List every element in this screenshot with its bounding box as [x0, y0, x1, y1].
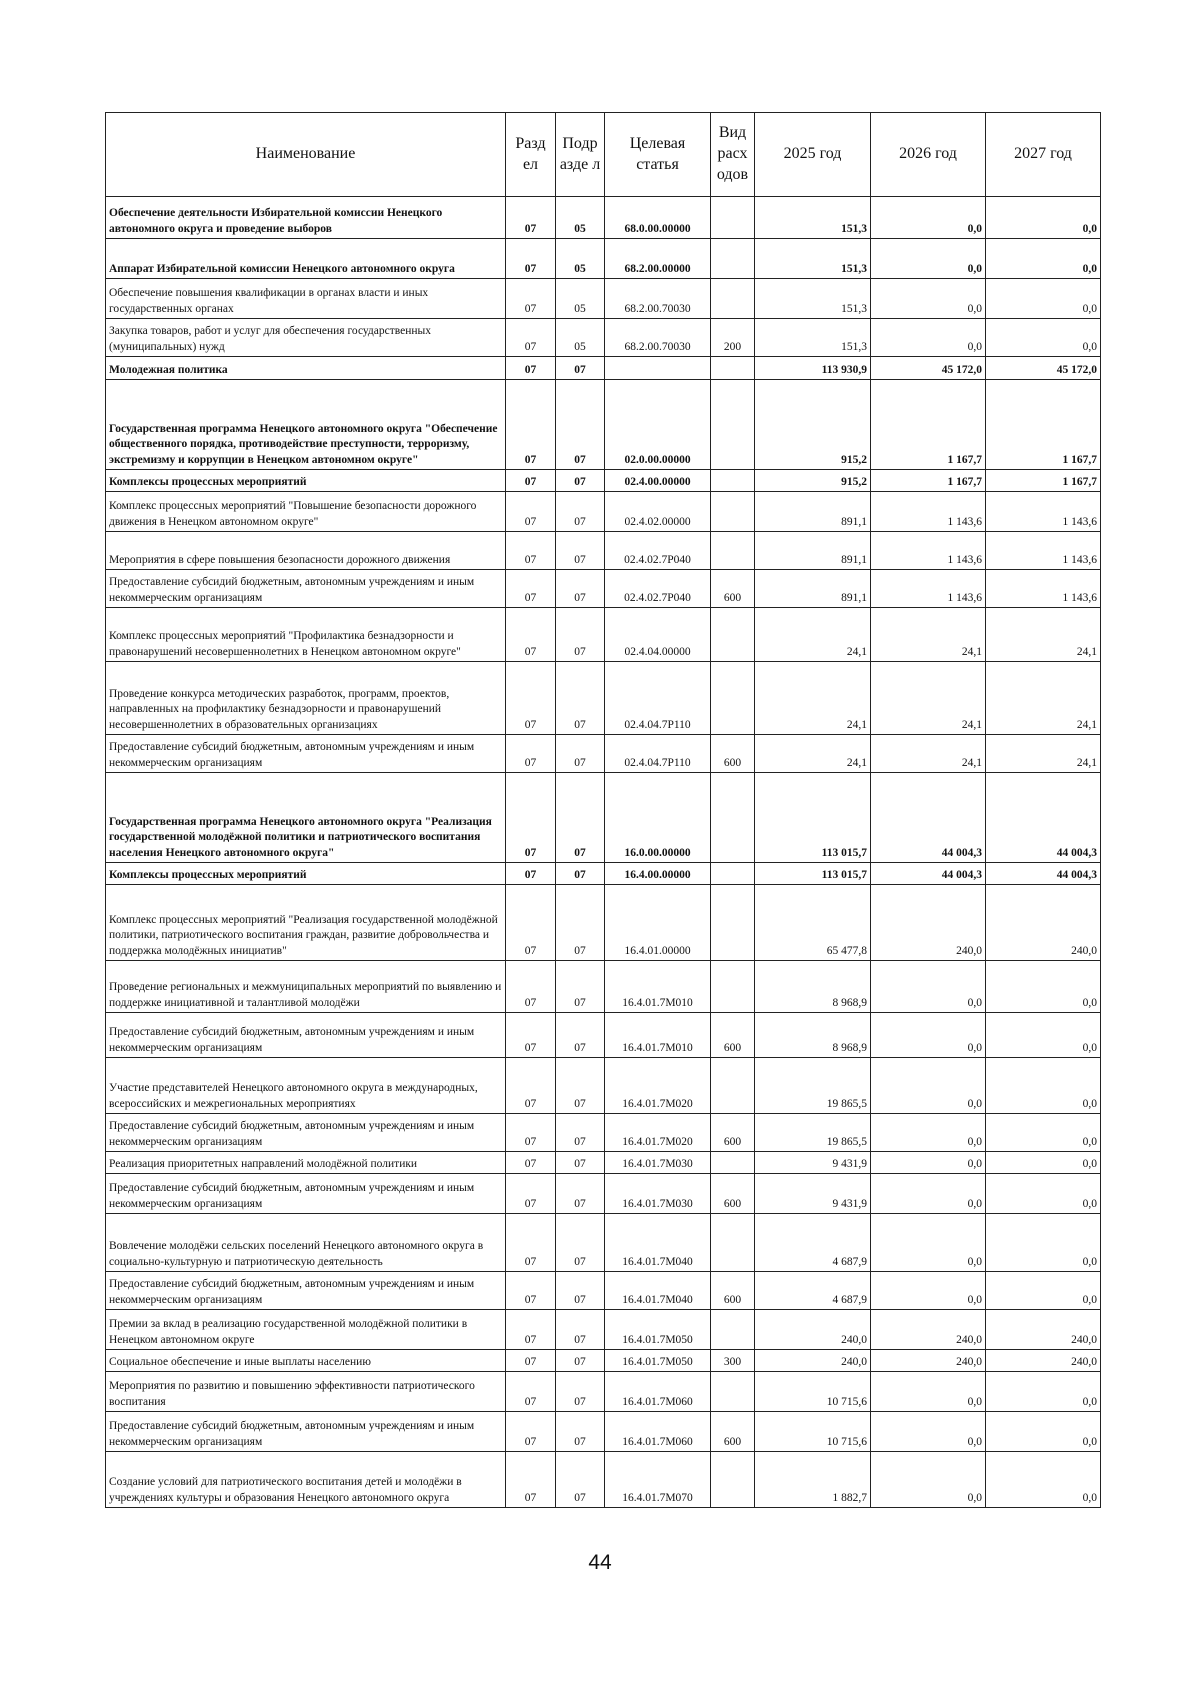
row-value-2027: 0,0: [986, 1152, 1101, 1174]
row-value-2025: 24,1: [755, 735, 871, 773]
row-expense-type: [711, 470, 755, 492]
row-podrazdel: 07: [556, 1013, 605, 1058]
row-value-2025: 4 687,9: [755, 1214, 871, 1272]
row-podrazdel: 05: [556, 279, 605, 319]
row-podrazdel: 07: [556, 380, 605, 470]
row-value-2027: 1 167,7: [986, 470, 1101, 492]
row-podrazdel: 07: [556, 773, 605, 863]
table-row: [106, 197, 1101, 239]
header-year-2026: 2026 год: [871, 113, 986, 197]
row-razdel: 07: [506, 735, 556, 773]
row-expense-type: [711, 357, 755, 380]
row-target-article: 16.4.01.7М050: [605, 1350, 711, 1372]
row-value-2026: 0,0: [871, 1412, 986, 1452]
row-value-2027: 240,0: [986, 885, 1101, 961]
row-podrazdel: 05: [556, 239, 605, 279]
row-name: Обеспечение повышения квалификации в органах власти и иных государственных органах: [106, 279, 506, 319]
row-razdel: 07: [506, 608, 556, 662]
row-value-2026: 0,0: [871, 279, 986, 319]
row-value-2025: 19 865,5: [755, 1058, 871, 1114]
row-value-2027: 0,0: [986, 197, 1101, 239]
row-value-2026: 240,0: [871, 1350, 986, 1372]
header-razdel: Разд ел: [506, 113, 556, 197]
row-value-2026: 0,0: [871, 1272, 986, 1310]
row-name: Комплекс процессных мероприятий "Профилактика безнадзорности и правонарушений несовершеннолетних в Ненецком автономном округе": [106, 608, 506, 662]
row-value-2027: 0,0: [986, 1013, 1101, 1058]
row-value-2025: 1 882,7: [755, 1452, 871, 1508]
row-value-2026: 0,0: [871, 1114, 986, 1152]
row-expense-type: [711, 380, 755, 470]
row-podrazdel: 07: [556, 1214, 605, 1272]
row-expense-type: 600: [711, 1174, 755, 1214]
table-row: [106, 470, 1101, 492]
row-name: Государственная программа Ненецкого автономного округа "Обеспечение общественного порядка, противодействие преступности, терроризму, экстремизму и коррупции в Ненецком автономном округе": [106, 380, 506, 470]
row-podrazdel: 07: [556, 1452, 605, 1508]
row-value-2026: 0,0: [871, 1058, 986, 1114]
row-podrazdel: 07: [556, 608, 605, 662]
table-row: [106, 863, 1101, 885]
table-row: [106, 1372, 1101, 1412]
row-target-article: 02.0.00.00000: [605, 380, 711, 470]
row-razdel: 07: [506, 1013, 556, 1058]
table-row: [106, 773, 1101, 863]
table-row: [106, 608, 1101, 662]
row-razdel: 07: [506, 1058, 556, 1114]
row-razdel: 07: [506, 885, 556, 961]
row-value-2025: 10 715,6: [755, 1372, 871, 1412]
row-name: Молодежная политика: [106, 357, 506, 380]
row-value-2026: 0,0: [871, 1013, 986, 1058]
row-value-2025: 915,2: [755, 470, 871, 492]
table-row: [106, 1452, 1101, 1508]
table-row: [106, 1114, 1101, 1152]
row-expense-type: [711, 197, 755, 239]
row-name: Предоставление субсидий бюджетным, автономным учреждениям и иным некоммерческим организациям: [106, 1114, 506, 1152]
row-podrazdel: 07: [556, 532, 605, 570]
row-value-2027: 240,0: [986, 1310, 1101, 1350]
row-value-2027: 0,0: [986, 1114, 1101, 1152]
row-value-2026: 0,0: [871, 1152, 986, 1174]
row-expense-type: [711, 532, 755, 570]
row-target-article: 16.4.01.7М020: [605, 1058, 711, 1114]
row-name: Предоставление субсидий бюджетным, автономным учреждениям и иным некоммерческим организациям: [106, 1412, 506, 1452]
row-expense-type: 600: [711, 1412, 755, 1452]
row-value-2025: 10 715,6: [755, 1412, 871, 1452]
row-value-2027: 0,0: [986, 1058, 1101, 1114]
row-target-article: 16.4.01.00000: [605, 885, 711, 961]
table-row: [106, 735, 1101, 773]
row-razdel: 07: [506, 570, 556, 608]
row-value-2026: 1 143,6: [871, 570, 986, 608]
table-row: [106, 1350, 1101, 1372]
row-name: Проведение региональных и межмуниципальных мероприятий по выявлению и поддержке инициативной и талантливой молодёжи: [106, 961, 506, 1013]
table-row: [106, 239, 1101, 279]
row-podrazdel: 07: [556, 1058, 605, 1114]
row-expense-type: 300: [711, 1350, 755, 1372]
row-name: Предоставление субсидий бюджетным, автономным учреждениям и иным некоммерческим организациям: [106, 1013, 506, 1058]
row-value-2026: 0,0: [871, 1452, 986, 1508]
row-value-2025: 151,3: [755, 279, 871, 319]
row-value-2026: 0,0: [871, 319, 986, 357]
row-expense-type: [711, 1372, 755, 1412]
row-podrazdel: 07: [556, 1114, 605, 1152]
table-row: [106, 885, 1101, 961]
table-row: [106, 1272, 1101, 1310]
row-podrazdel: 07: [556, 570, 605, 608]
row-razdel: 07: [506, 357, 556, 380]
row-value-2026: 240,0: [871, 1310, 986, 1350]
header-podrazdel: Подр азде л: [556, 113, 605, 197]
row-expense-type: [711, 1452, 755, 1508]
table-row: [106, 532, 1101, 570]
row-name: Предоставление субсидий бюджетным, автономным учреждениям и иным некоммерческим организациям: [106, 1272, 506, 1310]
row-value-2027: 0,0: [986, 279, 1101, 319]
header-expense-type: Вид расх одов: [711, 113, 755, 197]
row-value-2026: 0,0: [871, 1214, 986, 1272]
row-name: Обеспечение деятельности Избирательной комиссии Ненецкого автономного округа и проведение выборов: [106, 197, 506, 239]
row-value-2025: 113 015,7: [755, 863, 871, 885]
row-podrazdel: 07: [556, 961, 605, 1013]
table-row: [106, 1310, 1101, 1350]
row-razdel: 07: [506, 863, 556, 885]
table-row: [106, 1013, 1101, 1058]
row-target-article: 16.4.01.7М070: [605, 1452, 711, 1508]
row-value-2026: 44 004,3: [871, 863, 986, 885]
row-name: Закупка товаров, работ и услуг для обеспечения государственных (муниципальных) нужд: [106, 319, 506, 357]
row-value-2026: 0,0: [871, 1174, 986, 1214]
row-name: Проведение конкурса методических разработок, программ, проектов, направленных на профилактику безнадзорности и правонарушений несовершеннолетних в образовательных организациях: [106, 662, 506, 735]
row-razdel: 07: [506, 662, 556, 735]
row-razdel: 07: [506, 1214, 556, 1272]
row-value-2027: 1 167,7: [986, 380, 1101, 470]
row-name: Предоставление субсидий бюджетным, автономным учреждениям и иным некоммерческим организациям: [106, 570, 506, 608]
row-razdel: 07: [506, 197, 556, 239]
row-podrazdel: 07: [556, 1272, 605, 1310]
row-expense-type: 600: [711, 1272, 755, 1310]
row-value-2026: 240,0: [871, 885, 986, 961]
table-body: [106, 197, 1101, 1508]
row-target-article: [605, 357, 711, 380]
row-podrazdel: 07: [556, 1372, 605, 1412]
row-value-2027: 24,1: [986, 608, 1101, 662]
row-value-2025: 240,0: [755, 1310, 871, 1350]
row-value-2027: 0,0: [986, 1412, 1101, 1452]
row-value-2026: 24,1: [871, 608, 986, 662]
row-expense-type: [711, 279, 755, 319]
row-value-2027: 1 143,6: [986, 532, 1101, 570]
row-razdel: 07: [506, 532, 556, 570]
table-row: [106, 492, 1101, 532]
row-value-2027: 0,0: [986, 1214, 1101, 1272]
row-value-2027: 0,0: [986, 961, 1101, 1013]
row-podrazdel: 07: [556, 735, 605, 773]
row-value-2025: 891,1: [755, 570, 871, 608]
row-podrazdel: 07: [556, 1152, 605, 1174]
row-value-2027: 24,1: [986, 735, 1101, 773]
row-name: Создание условий для патриотического воспитания детей и молодёжи в учреждениях культуры и образования Ненецкого автономного округа: [106, 1452, 506, 1508]
row-podrazdel: 07: [556, 1174, 605, 1214]
row-value-2025: 891,1: [755, 532, 871, 570]
row-target-article: 68.0.00.00000: [605, 197, 711, 239]
row-target-article: 16.4.01.7М040: [605, 1272, 711, 1310]
row-name: Государственная программа Ненецкого автономного округа "Реализация государственной молодёжной политики и патриотического воспитания населения Ненецкого автономного округа": [106, 773, 506, 863]
row-target-article: 02.4.04.7Р110: [605, 662, 711, 735]
row-name: Комплексы процессных мероприятий: [106, 470, 506, 492]
row-expense-type: 600: [711, 1013, 755, 1058]
row-razdel: 07: [506, 1412, 556, 1452]
row-value-2027: 44 004,3: [986, 773, 1101, 863]
row-name: Предоставление субсидий бюджетным, автономным учреждениям и иным некоммерческим организациям: [106, 1174, 506, 1214]
row-target-article: 16.4.01.7М050: [605, 1310, 711, 1350]
row-razdel: 07: [506, 492, 556, 532]
table-row: [106, 1152, 1101, 1174]
row-podrazdel: 07: [556, 470, 605, 492]
row-target-article: 16.4.01.7М010: [605, 961, 711, 1013]
budget-table: [105, 112, 1101, 1508]
row-expense-type: [711, 608, 755, 662]
row-razdel: 07: [506, 1350, 556, 1372]
table-row: [106, 1214, 1101, 1272]
row-name: Предоставление субсидий бюджетным, автономным учреждениям и иным некоммерческим организациям: [106, 735, 506, 773]
row-name: Социальное обеспечение и иные выплаты населению: [106, 1350, 506, 1372]
table-row: [106, 1412, 1101, 1452]
row-target-article: 16.4.01.7М040: [605, 1214, 711, 1272]
row-target-article: 68.2.00.70030: [605, 279, 711, 319]
row-name: Мероприятия по развитию и повышению эффективности патриотического воспитания: [106, 1372, 506, 1412]
row-expense-type: [711, 863, 755, 885]
row-value-2026: 0,0: [871, 961, 986, 1013]
row-value-2025: 113 015,7: [755, 773, 871, 863]
row-podrazdel: 05: [556, 197, 605, 239]
row-razdel: 07: [506, 380, 556, 470]
row-razdel: 07: [506, 1152, 556, 1174]
row-expense-type: [711, 1058, 755, 1114]
row-name: Участие представителей Ненецкого автономного округа в международных, всероссийских и межрегиональных мероприятиях: [106, 1058, 506, 1114]
row-value-2027: 0,0: [986, 1174, 1101, 1214]
row-target-article: 16.4.01.7М010: [605, 1013, 711, 1058]
row-target-article: 68.2.00.70030: [605, 319, 711, 357]
row-expense-type: 200: [711, 319, 755, 357]
row-value-2026: 24,1: [871, 662, 986, 735]
table-row: [106, 319, 1101, 357]
header-target-article: Целевая статья: [605, 113, 711, 197]
row-razdel: 07: [506, 1114, 556, 1152]
row-name: Вовлечение молодёжи сельских поселений Ненецкого автономного округа в социально-культурную и патриотическую деятельность: [106, 1214, 506, 1272]
row-target-article: 02.4.04.00000: [605, 608, 711, 662]
row-value-2025: 24,1: [755, 662, 871, 735]
row-value-2025: 8 968,9: [755, 1013, 871, 1058]
row-expense-type: 600: [711, 570, 755, 608]
row-podrazdel: 05: [556, 319, 605, 357]
table-row: [106, 380, 1101, 470]
row-value-2025: 9 431,9: [755, 1174, 871, 1214]
header-year-2025: 2025 год: [755, 113, 871, 197]
row-target-article: 02.4.00.00000: [605, 470, 711, 492]
row-expense-type: [711, 1152, 755, 1174]
row-value-2026: 1 143,6: [871, 492, 986, 532]
row-value-2027: 0,0: [986, 239, 1101, 279]
header-name: Наименование: [106, 113, 506, 197]
row-value-2026: 1 143,6: [871, 532, 986, 570]
row-value-2026: 45 172,0: [871, 357, 986, 380]
row-podrazdel: 07: [556, 1350, 605, 1372]
row-value-2026: 24,1: [871, 735, 986, 773]
row-expense-type: [711, 961, 755, 1013]
row-podrazdel: 07: [556, 1412, 605, 1452]
row-value-2025: 151,3: [755, 239, 871, 279]
table-row: [106, 357, 1101, 380]
row-podrazdel: 07: [556, 885, 605, 961]
row-expense-type: [711, 1310, 755, 1350]
row-value-2027: 45 172,0: [986, 357, 1101, 380]
row-razdel: 07: [506, 239, 556, 279]
row-podrazdel: 07: [556, 662, 605, 735]
row-expense-type: [711, 239, 755, 279]
row-target-article: 16.4.01.7М030: [605, 1152, 711, 1174]
row-value-2027: 0,0: [986, 1452, 1101, 1508]
row-name: Реализация приоритетных направлений молодёжной политики: [106, 1152, 506, 1174]
row-target-article: 16.4.01.7М030: [605, 1174, 711, 1214]
row-razdel: 07: [506, 279, 556, 319]
row-target-article: 16.0.00.00000: [605, 773, 711, 863]
row-value-2027: 240,0: [986, 1350, 1101, 1372]
row-value-2027: 0,0: [986, 1272, 1101, 1310]
header-year-2027: 2027 год: [986, 113, 1101, 197]
row-target-article: 02.4.02.00000: [605, 492, 711, 532]
row-value-2025: 891,1: [755, 492, 871, 532]
row-value-2027: 24,1: [986, 662, 1101, 735]
row-value-2027: 1 143,6: [986, 570, 1101, 608]
row-target-article: 02.4.02.7Р040: [605, 532, 711, 570]
row-name: Комплексы процессных мероприятий: [106, 863, 506, 885]
row-value-2026: 1 167,7: [871, 470, 986, 492]
row-value-2027: 1 143,6: [986, 492, 1101, 532]
table-row: [106, 279, 1101, 319]
row-value-2025: 240,0: [755, 1350, 871, 1372]
row-razdel: 07: [506, 961, 556, 1013]
table-row: [106, 961, 1101, 1013]
row-expense-type: [711, 885, 755, 961]
row-value-2025: 24,1: [755, 608, 871, 662]
row-target-article: 16.4.01.7М060: [605, 1412, 711, 1452]
row-expense-type: [711, 662, 755, 735]
row-value-2026: 0,0: [871, 197, 986, 239]
row-podrazdel: 07: [556, 492, 605, 532]
row-razdel: 07: [506, 1372, 556, 1412]
table-row: [106, 1058, 1101, 1114]
row-target-article: 16.4.01.7М020: [605, 1114, 711, 1152]
row-razdel: 07: [506, 1272, 556, 1310]
row-razdel: 07: [506, 319, 556, 357]
row-value-2027: 0,0: [986, 1372, 1101, 1412]
header-row: [106, 113, 1101, 197]
row-podrazdel: 07: [556, 1310, 605, 1350]
row-value-2025: 113 930,9: [755, 357, 871, 380]
row-value-2025: 4 687,9: [755, 1272, 871, 1310]
row-name: Мероприятия в сфере повышения безопасности дорожного движения: [106, 532, 506, 570]
row-expense-type: [711, 492, 755, 532]
row-razdel: 07: [506, 773, 556, 863]
row-value-2026: 0,0: [871, 1372, 986, 1412]
row-target-article: 16.4.00.00000: [605, 863, 711, 885]
row-expense-type: 600: [711, 735, 755, 773]
row-podrazdel: 07: [556, 357, 605, 380]
row-value-2025: 9 431,9: [755, 1152, 871, 1174]
row-name: Премии за вклад в реализацию государственной молодёжной политики в Ненецком автономном округе: [106, 1310, 506, 1350]
page-number: 44: [588, 1551, 612, 1574]
row-target-article: 02.4.04.7Р110: [605, 735, 711, 773]
row-podrazdel: 07: [556, 863, 605, 885]
row-value-2026: 1 167,7: [871, 380, 986, 470]
row-value-2025: 151,3: [755, 197, 871, 239]
row-target-article: 16.4.01.7М060: [605, 1372, 711, 1412]
row-target-article: 02.4.02.7Р040: [605, 570, 711, 608]
row-razdel: 07: [506, 470, 556, 492]
row-razdel: 07: [506, 1310, 556, 1350]
table-row: [106, 570, 1101, 608]
row-expense-type: [711, 773, 755, 863]
row-razdel: 07: [506, 1452, 556, 1508]
table-row: [106, 662, 1101, 735]
row-name: Аппарат Избирательной комиссии Ненецкого автономного округа: [106, 239, 506, 279]
row-target-article: 68.2.00.00000: [605, 239, 711, 279]
row-value-2025: 915,2: [755, 380, 871, 470]
row-value-2025: 65 477,8: [755, 885, 871, 961]
row-value-2026: 44 004,3: [871, 773, 986, 863]
row-value-2027: 44 004,3: [986, 863, 1101, 885]
row-expense-type: [711, 1214, 755, 1272]
row-name: Комплекс процессных мероприятий "Реализация государственной молодёжной политики, патриотического воспитания граждан, развитие добровольчества и поддержка молодёжных инициатив": [106, 885, 506, 961]
row-expense-type: 600: [711, 1114, 755, 1152]
row-value-2025: 8 968,9: [755, 961, 871, 1013]
row-name: Комплекс процессных мероприятий "Повышение безопасности дорожного движения в Ненецком автономном округе": [106, 492, 506, 532]
row-value-2025: 19 865,5: [755, 1114, 871, 1152]
row-value-2025: 151,3: [755, 319, 871, 357]
row-razdel: 07: [506, 1174, 556, 1214]
table-row: [106, 1174, 1101, 1214]
row-value-2026: 0,0: [871, 239, 986, 279]
row-value-2027: 0,0: [986, 319, 1101, 357]
